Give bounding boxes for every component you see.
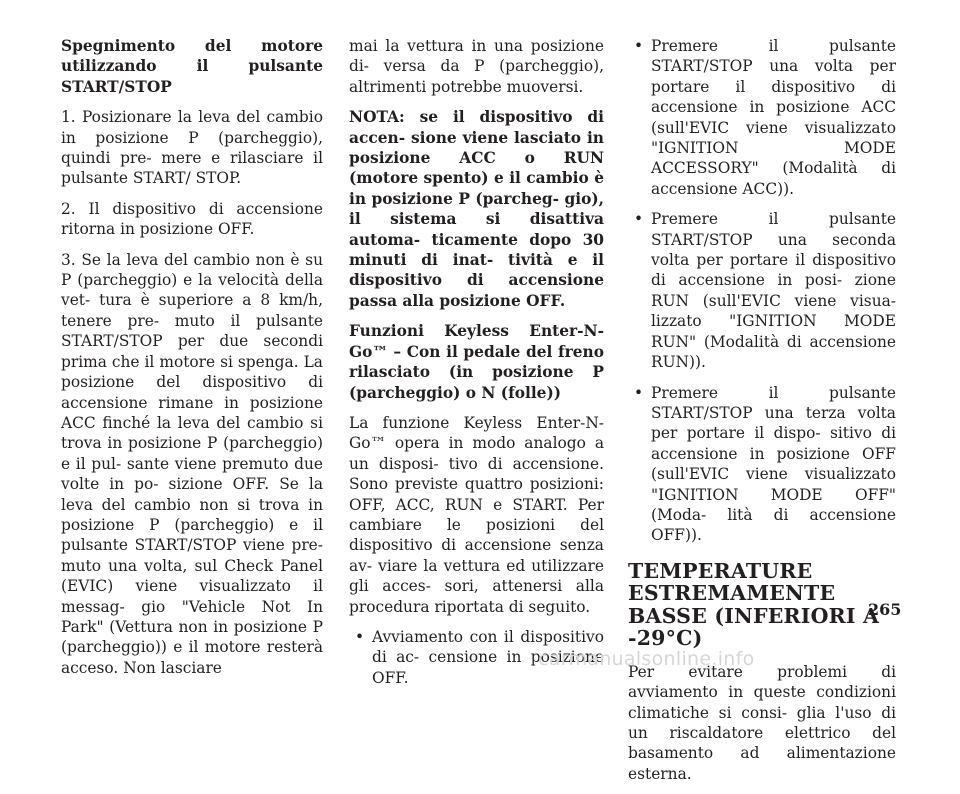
step-number: 1. <box>61 108 76 127</box>
list-item-text: Premere il pulsante START/STOP una volta per portare il dispositivo di accensione in posizione ACC (sull'EVIC viene visualizzato "IGNITION MODE ACCESSORY" (Modalità di accensione ACC)). <box>651 37 896 198</box>
left-column <box>61 36 323 688</box>
bullet-list <box>628 36 896 546</box>
engine-shutdown-heading: Spegnimento del motore utilizzando il pulsante START/STOP <box>61 37 323 96</box>
bullet-icon: • <box>634 37 644 55</box>
note-paragraph: NOTA: se il dispositivo di accen- sione viene lasciato in posizione ACC o RUN (motore spento) e il cambio è in posizione P (parcheg- gio), il sistema si disattiva automa- ticamente dopo 30 minuti di inat- tività e il dispositivo di accensione passa alla posizione OFF. <box>349 108 604 310</box>
list-item-text: Premere il pulsante START/STOP una terza volta per portare il dispo- sitivo di accensione in posizione OFF (sull'EVIC viene visualizzato "IGNITION MODE OFF" (Moda- lità di accensione OFF)). <box>651 383 896 545</box>
keyless-paragraph: La funzione Keyless Enter-N-Go™ opera in modo analogo a un disposi- tivo di accensione. Sono previste quattro posizioni: OFF, ACC, RUN e START. Per cambiare le posizioni del dispositivo di accensione senza av- viare la vettura ed utilizzare gli acces- sori, attenersi alla procedura riportata di seguito. <box>349 413 604 616</box>
step-3 <box>61 250 323 679</box>
step-text: Se la leva del cambio non è su P (parcheggio) e la velocità della vet- tura è superiore a 8 km/h, tenere pre- muto il pulsante START/STOP per due secondi prima che il motore si spenga. La posizione del dispositivo di accensione rimane in posizione ACC finché la leva del cambio si trova in posizione P (parcheggio) e il pul- sante viene premuto due volte in po- sizione OFF. Se la leva del cambio non si trova in posizione P (parcheggio) e il pulsante START/STOP viene pre- muto una volta, sul Check Panel (EVIC) viene visualizzato il messag- gio "Vehicle Not In Park" (Vettura non in posizione P (parcheggio)) e il motore resterà acceso. Non lasciare <box>61 250 323 677</box>
bullet-icon: • <box>355 627 365 646</box>
list-item-text: Premere il pulsante START/STOP una seconda volta per portare il dispositivo di accensione in posi- zione RUN (sull'EVIC viene visua- lizzato "IGNITION MODE RUN" (Modalità di accensione RUN)). <box>651 210 896 372</box>
bullet-icon: • <box>634 383 644 402</box>
page-number: 265 <box>868 600 902 619</box>
watermark: carmanualsonline.info <box>538 648 755 670</box>
step-text: Il dispositivo di accensione ritorna in posizione OFF. <box>61 199 323 239</box>
list-item <box>628 383 896 546</box>
cold-weather-paragraph: Per evitare problemi di avviamento in queste condizioni climatiche si consi- glia l'uso di un riscaldatore elettrico del basamento ad alimentazione esterna. <box>628 662 896 783</box>
list-item-text: Avviamento con il dispositivo di ac- censione in posizione OFF. <box>372 627 604 687</box>
list-item <box>628 36 896 199</box>
step-number: 2. <box>61 199 76 218</box>
middle-column <box>349 36 604 698</box>
step-number: 3. <box>61 250 76 269</box>
step-text: Posizionare la leva del cambio in posizione P (parcheggio), quindi pre- mere e rilasciare il pulsante START/ STOP. <box>61 108 323 188</box>
section-title: TEMPERATURE ESTREMAMENTE BASSE (INFERIORI A -29°C) <box>628 558 880 651</box>
step-1 <box>61 107 323 189</box>
list-item <box>628 209 896 372</box>
keyless-subheading: Funzioni Keyless Enter-N-Go™ – Con il pedale del freno rilasciato (in posizione P (parcheggio) o N (folle)) <box>349 322 604 402</box>
bullet-icon: • <box>634 210 644 229</box>
right-column <box>628 36 896 794</box>
step-2 <box>61 199 323 240</box>
continuation-paragraph: mai la vettura in una posizione di- versa da P (parcheggio), altrimenti potrebbe muoversi. <box>349 37 604 96</box>
